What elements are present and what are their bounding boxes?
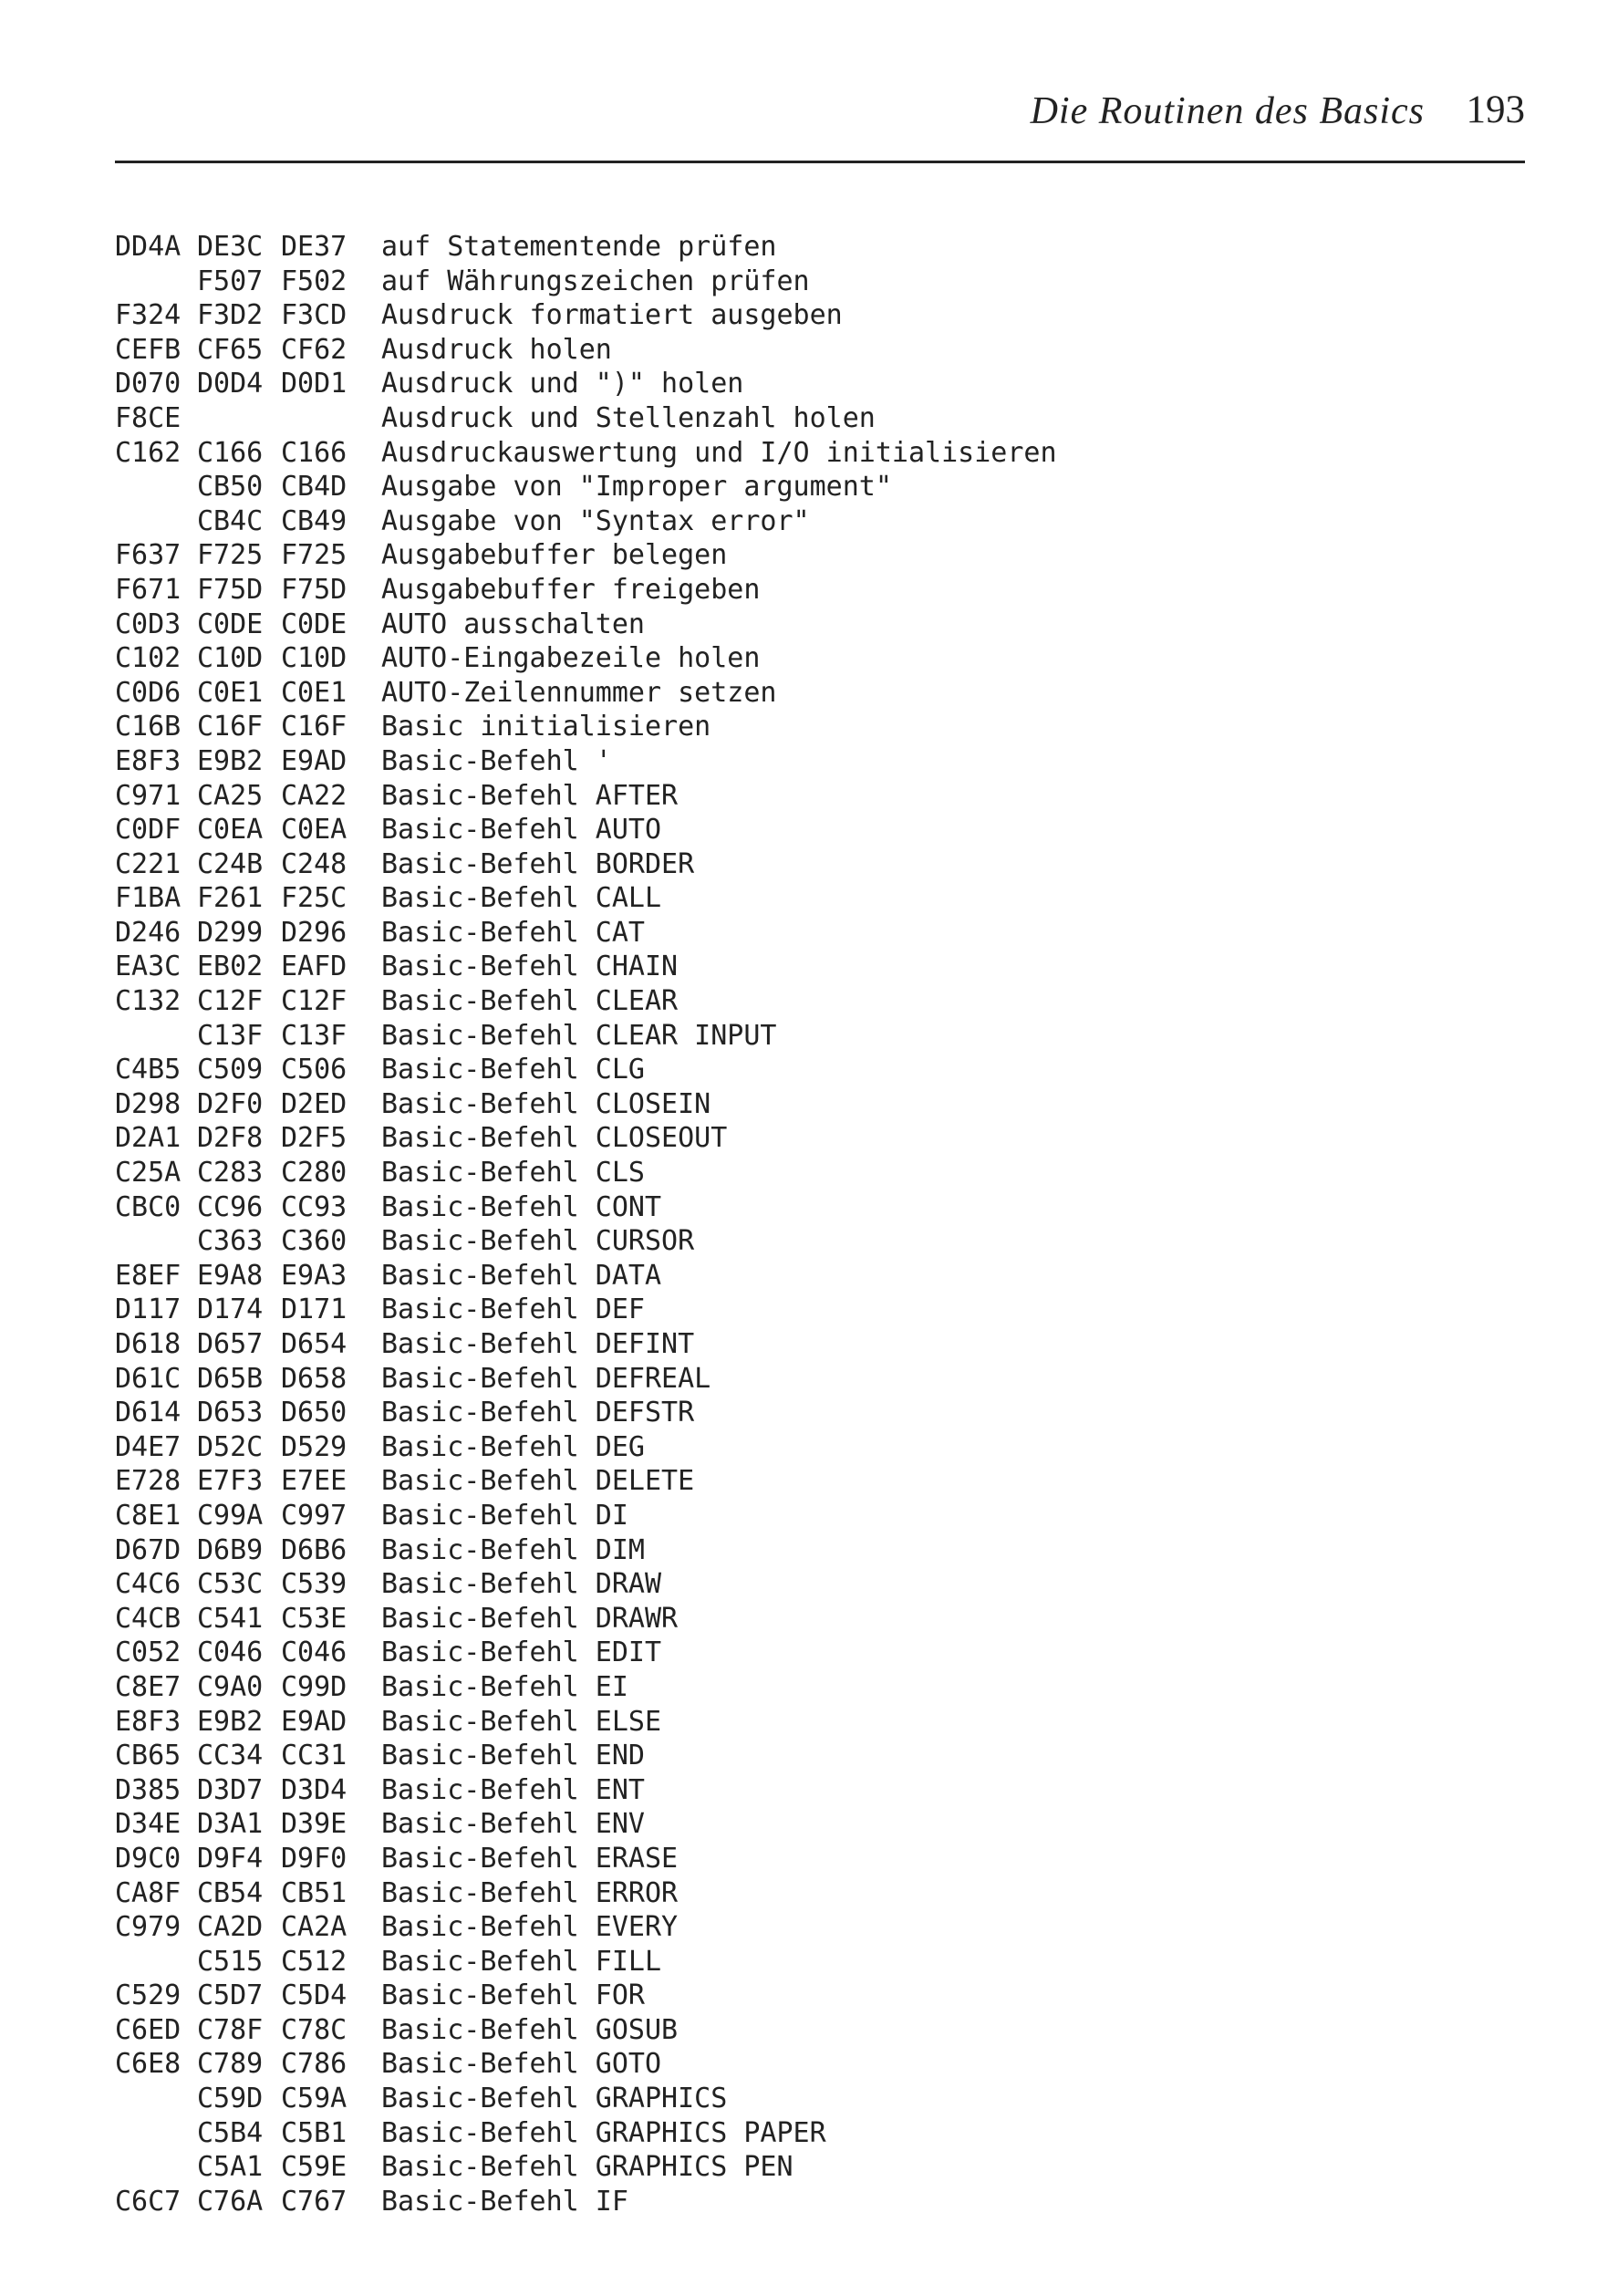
address-col-1: EA3C: [115, 951, 182, 983]
address-col-1: D614: [115, 1397, 182, 1429]
address-col-3: C248: [281, 847, 347, 880]
routine-description: Ausdruck formatiert ausgeben: [381, 299, 843, 332]
address-col-1: E8F3: [115, 744, 182, 777]
address-col-3: F25C: [281, 882, 347, 915]
address-col-2: C9A0: [197, 1670, 264, 1703]
routine-description: Basic-Befehl DEF: [381, 1293, 645, 1326]
address-col-1: DD4A: [115, 231, 182, 263]
address-col-3: D296: [281, 916, 347, 949]
address-col-1: C052: [115, 1636, 182, 1669]
address-col-3: C13F: [281, 1019, 347, 1052]
address-col-1: E8F3: [115, 1705, 182, 1738]
address-col-2: C363: [197, 1225, 264, 1258]
listing-row: [115, 1739, 1392, 1773]
address-col-2: D9F4: [197, 1842, 264, 1875]
address-col-2: F75D: [197, 573, 264, 606]
routine-description: Basic-Befehl ERASE: [381, 1842, 679, 1875]
address-col-1: D117: [115, 1293, 182, 1326]
address-col-2: CB4C: [197, 504, 264, 537]
address-col-2: C0DE: [197, 608, 264, 640]
address-col-2: C59D: [197, 2083, 264, 2115]
listing-row: [115, 1910, 1392, 1945]
listing-row: [115, 608, 1392, 642]
routine-description: Basic-Befehl GOSUB: [381, 2013, 679, 2046]
address-col-1: F637: [115, 539, 182, 572]
address-col-1: C0DF: [115, 814, 182, 847]
address-col-1: C4B5: [115, 1054, 182, 1086]
address-col-3: D9F0: [281, 1842, 347, 1875]
listing-row: [115, 1293, 1392, 1327]
routine-description: Basic-Befehl ENT: [381, 1773, 645, 1806]
address-col-2: C10D: [197, 642, 264, 675]
address-col-3: D529: [281, 1430, 347, 1463]
address-col-1: C25A: [115, 1157, 182, 1190]
address-col-1: F8CE: [115, 401, 182, 434]
listing-row: [115, 2013, 1392, 2048]
address-col-1: C16B: [115, 711, 182, 743]
listing-row: [115, 641, 1392, 676]
address-col-3: C5D4: [281, 1979, 347, 2012]
routine-description: Ausgabebuffer freigeben: [381, 573, 761, 606]
address-col-1: C102: [115, 642, 182, 675]
address-col-2: F725: [197, 539, 264, 572]
address-col-1: D2A1: [115, 1122, 182, 1155]
address-col-1: C221: [115, 847, 182, 880]
address-col-3: D2ED: [281, 1087, 347, 1120]
listing-row: [115, 744, 1392, 779]
routine-description: Ausdruckauswertung und I/O initialisieren: [381, 436, 1057, 469]
address-col-3: F3CD: [281, 299, 347, 332]
address-col-1: F324: [115, 299, 182, 332]
address-col-3: CA22: [281, 779, 347, 812]
address-col-1: F671: [115, 573, 182, 606]
address-col-2: C541: [197, 1602, 264, 1635]
routine-description: Basic-Befehl DATA: [381, 1259, 662, 1292]
address-col-3: C5B1: [281, 2116, 347, 2149]
address-col-1: E8EF: [115, 1259, 182, 1292]
routine-description: Basic-Befehl DELETE: [381, 1465, 695, 1498]
address-col-2: D65B: [197, 1362, 264, 1395]
address-col-2: D6B9: [197, 1533, 264, 1566]
address-col-3: C12F: [281, 985, 347, 1018]
address-col-2: C53C: [197, 1568, 264, 1601]
address-col-3: C10D: [281, 642, 347, 675]
address-col-3: CB49: [281, 504, 347, 537]
address-col-3: F502: [281, 265, 347, 297]
address-col-2: EB02: [197, 951, 264, 983]
address-col-3: C767: [281, 2185, 347, 2218]
routine-description: Basic-Befehl GRAPHICS PEN: [381, 2151, 793, 2184]
listing-row: [115, 1362, 1392, 1397]
address-col-2: C99A: [197, 1499, 264, 1532]
address-col-2: D2F0: [197, 1087, 264, 1120]
address-col-1: D385: [115, 1773, 182, 1806]
address-col-3: D171: [281, 1293, 347, 1326]
address-col-3: C0EA: [281, 814, 347, 847]
address-col-3: D658: [281, 1362, 347, 1395]
address-col-1: C6ED: [115, 2013, 182, 2046]
address-col-3: CC31: [281, 1740, 347, 1772]
listing-row: [115, 504, 1392, 539]
address-col-2: CC34: [197, 1740, 264, 1772]
address-col-1: CBC0: [115, 1190, 182, 1223]
routine-description: Basic-Befehl GRAPHICS: [381, 2083, 728, 2115]
address-col-1: CB65: [115, 1740, 182, 1772]
address-col-2: DE3C: [197, 231, 264, 263]
address-col-2: F507: [197, 265, 264, 297]
routine-description: auf Statementende prüfen: [381, 231, 777, 263]
routine-description: Basic-Befehl CLEAR INPUT: [381, 1019, 777, 1052]
listing-row: [115, 950, 1392, 984]
routine-description: Basic-Befehl DEFREAL: [381, 1362, 711, 1395]
address-col-1: D61C: [115, 1362, 182, 1395]
address-col-3: D650: [281, 1397, 347, 1429]
routine-address-listing: [115, 230, 1392, 2218]
address-col-3: C59A: [281, 2083, 347, 2115]
routine-description: Ausgabebuffer belegen: [381, 539, 728, 572]
address-col-2: D3A1: [197, 1808, 264, 1841]
address-col-1: C8E1: [115, 1499, 182, 1532]
routine-description: Basic-Befehl DRAW: [381, 1568, 662, 1601]
routine-description: Ausdruck holen: [381, 333, 612, 366]
address-col-3: C512: [281, 1945, 347, 1978]
listing-row: [115, 847, 1392, 882]
address-col-2: F261: [197, 882, 264, 915]
address-col-2: C789: [197, 2048, 264, 2081]
address-col-1: C6C7: [115, 2185, 182, 2218]
address-col-1: C8E7: [115, 1670, 182, 1703]
address-col-3: E9AD: [281, 744, 347, 777]
listing-row: [115, 779, 1392, 814]
listing-row: [115, 573, 1392, 608]
address-col-3: C53E: [281, 1602, 347, 1635]
address-col-2: C78F: [197, 2013, 264, 2046]
address-col-2: E9B2: [197, 1705, 264, 1738]
routine-description: Basic-Befehl DRAWR: [381, 1602, 679, 1635]
listing-row: [115, 1019, 1392, 1054]
address-col-3: DE37: [281, 231, 347, 263]
address-col-2: C5B4: [197, 2116, 264, 2149]
routine-description: Basic-Befehl CURSOR: [381, 1225, 695, 1258]
address-col-3: F725: [281, 539, 347, 572]
listing-row: [115, 1121, 1392, 1156]
address-col-3: E9AD: [281, 1705, 347, 1738]
address-col-2: C166: [197, 436, 264, 469]
routine-description: Basic-Befehl CLOSEOUT: [381, 1122, 728, 1155]
routine-description: Basic-Befehl BORDER: [381, 847, 695, 880]
listing-row: [115, 2047, 1392, 2082]
listing-row: [115, 2116, 1392, 2151]
address-col-1: D298: [115, 1087, 182, 1120]
listing-row: [115, 436, 1392, 471]
routine-description: Basic-Befehl DIM: [381, 1533, 645, 1566]
routine-description: auf Währungszeichen prüfen: [381, 265, 810, 297]
listing-row: [115, 2185, 1392, 2219]
routine-description: Basic-Befehl DI: [381, 1499, 628, 1532]
address-col-1: E728: [115, 1465, 182, 1498]
address-col-2: CA25: [197, 779, 264, 812]
address-col-3: CC93: [281, 1190, 347, 1223]
address-col-3: E9A3: [281, 1259, 347, 1292]
running-title: Die Routinen des Basics: [1030, 90, 1425, 132]
address-col-3: C046: [281, 1636, 347, 1669]
routine-description: Basic-Befehl CLS: [381, 1157, 645, 1190]
address-col-1: C529: [115, 1979, 182, 2012]
listing-row: [115, 1087, 1392, 1122]
listing-row: [115, 1773, 1392, 1808]
address-col-2: C76A: [197, 2185, 264, 2218]
address-col-3: CF62: [281, 333, 347, 366]
listing-row: [115, 916, 1392, 951]
listing-row: [115, 813, 1392, 847]
address-col-3: D654: [281, 1328, 347, 1360]
routine-description: Basic-Befehl ERROR: [381, 1876, 679, 1909]
routine-description: Basic-Befehl AFTER: [381, 779, 679, 812]
listing-row: [115, 1602, 1392, 1636]
address-col-1: C132: [115, 985, 182, 1018]
address-col-3: EAFD: [281, 951, 347, 983]
listing-row: [115, 538, 1392, 573]
routine-description: AUTO-Eingabezeile holen: [381, 642, 761, 675]
address-col-2: C12F: [197, 985, 264, 1018]
address-col-3: C78C: [281, 2013, 347, 2046]
address-col-3: D3D4: [281, 1773, 347, 1806]
address-col-1: D34E: [115, 1808, 182, 1841]
listing-row: [115, 1705, 1392, 1740]
address-col-1: D618: [115, 1328, 182, 1360]
page-header: [115, 84, 1525, 163]
address-col-3: D39E: [281, 1808, 347, 1841]
address-col-3: CA2A: [281, 1911, 347, 1944]
listing-row: [115, 1670, 1392, 1705]
routine-description: Ausdruck und ")" holen: [381, 368, 744, 400]
listing-row: [115, 1327, 1392, 1362]
address-col-2: D2F8: [197, 1122, 264, 1155]
address-col-1: C0D6: [115, 676, 182, 709]
address-col-2: CB50: [197, 471, 264, 504]
routine-description: Basic-Befehl GRAPHICS PAPER: [381, 2116, 826, 2149]
listing-row: [115, 265, 1392, 299]
address-col-3: D0D1: [281, 368, 347, 400]
address-col-3: C0E1: [281, 676, 347, 709]
address-col-2: D299: [197, 916, 264, 949]
address-col-3: F75D: [281, 573, 347, 606]
address-col-3: D2F5: [281, 1122, 347, 1155]
address-col-3: C539: [281, 1568, 347, 1601]
address-col-1: C162: [115, 436, 182, 469]
address-col-2: E9A8: [197, 1259, 264, 1292]
address-col-2: CF65: [197, 333, 264, 366]
address-col-2: C046: [197, 1636, 264, 1669]
routine-description: Basic-Befehl EVERY: [381, 1911, 679, 1944]
address-col-2: C509: [197, 1054, 264, 1086]
listing-row: [115, 1430, 1392, 1465]
listing-row: [115, 1259, 1392, 1293]
address-col-3: C16F: [281, 711, 347, 743]
address-col-3: C280: [281, 1157, 347, 1190]
address-col-2: D653: [197, 1397, 264, 1429]
listing-row: [115, 881, 1392, 916]
routine-description: Ausdruck und Stellenzahl holen: [381, 401, 876, 434]
routine-description: Basic-Befehl CLEAR: [381, 985, 679, 1018]
listing-row: [115, 1807, 1392, 1842]
listing-row: [115, 1464, 1392, 1499]
listing-row: [115, 1533, 1392, 1568]
routine-description: Basic-Befehl DEFINT: [381, 1328, 695, 1360]
address-col-1: D67D: [115, 1533, 182, 1566]
address-col-2: C5D7: [197, 1979, 264, 2012]
routine-description: AUTO-Zeilennummer setzen: [381, 676, 777, 709]
listing-row: [115, 230, 1392, 265]
address-col-2: D0D4: [197, 368, 264, 400]
address-col-1: CA8F: [115, 1876, 182, 1909]
routine-description: Basic-Befehl CAT: [381, 916, 645, 949]
address-col-2: F3D2: [197, 299, 264, 332]
address-col-2: CC96: [197, 1190, 264, 1223]
routine-description: Basic-Befehl CLOSEIN: [381, 1087, 711, 1120]
address-col-2: C24B: [197, 847, 264, 880]
address-col-1: F1BA: [115, 882, 182, 915]
routine-description: Basic-Befehl CLG: [381, 1054, 645, 1086]
routine-description: Basic initialisieren: [381, 711, 711, 743]
address-col-2: D657: [197, 1328, 264, 1360]
address-col-2: C13F: [197, 1019, 264, 1052]
listing-row: [115, 2150, 1392, 2185]
listing-row: [115, 1876, 1392, 1911]
listing-row: [115, 1053, 1392, 1087]
routine-description: AUTO ausschalten: [381, 608, 645, 640]
address-col-1: C0D3: [115, 608, 182, 640]
listing-row: [115, 984, 1392, 1019]
address-col-2: C16F: [197, 711, 264, 743]
routine-description: Basic-Befehl CONT: [381, 1190, 662, 1223]
address-col-1: CEFB: [115, 333, 182, 366]
routine-description: Basic-Befehl CALL: [381, 882, 662, 915]
listing-row: [115, 401, 1392, 436]
routine-description: Basic-Befehl ENV: [381, 1808, 645, 1841]
address-col-3: C99D: [281, 1670, 347, 1703]
routine-description: Basic-Befehl DEG: [381, 1430, 645, 1463]
address-col-1: D070: [115, 368, 182, 400]
routine-description: Basic-Befehl FOR: [381, 1979, 645, 2012]
routine-description: Basic-Befehl ': [381, 744, 612, 777]
address-col-3: C997: [281, 1499, 347, 1532]
routine-description: Basic-Befehl AUTO: [381, 814, 662, 847]
routine-description: Basic-Befehl EDIT: [381, 1636, 662, 1669]
address-col-2: E7F3: [197, 1465, 264, 1498]
listing-row: [115, 710, 1392, 744]
routine-description: Basic-Befehl EI: [381, 1670, 628, 1703]
address-col-1: C4CB: [115, 1602, 182, 1635]
address-col-2: D174: [197, 1293, 264, 1326]
address-col-2: CA2D: [197, 1911, 264, 1944]
routine-description: Ausgabe von "Syntax error": [381, 504, 810, 537]
routine-description: Ausgabe von "Improper argument": [381, 471, 892, 504]
address-col-3: D6B6: [281, 1533, 347, 1566]
listing-row: [115, 676, 1392, 711]
listing-row: [115, 1979, 1392, 2013]
routine-description: Basic-Befehl END: [381, 1740, 645, 1772]
address-col-3: CB4D: [281, 471, 347, 504]
listing-row: [115, 1567, 1392, 1602]
listing-row: [115, 1842, 1392, 1876]
address-col-1: C6E8: [115, 2048, 182, 2081]
address-col-3: C506: [281, 1054, 347, 1086]
address-col-2: C0E1: [197, 676, 264, 709]
address-col-2: C0EA: [197, 814, 264, 847]
listing-row: [115, 1945, 1392, 1979]
listing-row: [115, 1190, 1392, 1225]
address-col-1: C4C6: [115, 1568, 182, 1601]
page-number: 193: [1466, 88, 1525, 131]
address-col-3: C166: [281, 436, 347, 469]
address-col-1: D9C0: [115, 1842, 182, 1875]
listing-row: [115, 333, 1392, 368]
address-col-2: E9B2: [197, 744, 264, 777]
listing-row: [115, 470, 1392, 504]
routine-description: Basic-Befehl GOTO: [381, 2048, 662, 2081]
routine-description: Basic-Befehl FILL: [381, 1945, 662, 1978]
address-col-3: C59E: [281, 2151, 347, 2184]
address-col-2: C515: [197, 1945, 264, 1978]
listing-row: [115, 1499, 1392, 1533]
address-col-2: D52C: [197, 1430, 264, 1463]
address-col-2: D3D7: [197, 1773, 264, 1806]
listing-row: [115, 1224, 1392, 1259]
address-col-3: C360: [281, 1225, 347, 1258]
address-col-3: C0DE: [281, 608, 347, 640]
address-col-3: C786: [281, 2048, 347, 2081]
address-col-1: D246: [115, 916, 182, 949]
routine-description: Basic-Befehl DEFSTR: [381, 1397, 695, 1429]
listing-row: [115, 298, 1392, 333]
address-col-2: CB54: [197, 1876, 264, 1909]
address-col-3: E7EE: [281, 1465, 347, 1498]
routine-description: Basic-Befehl ELSE: [381, 1705, 662, 1738]
routine-description: Basic-Befehl CHAIN: [381, 951, 679, 983]
address-col-1: C971: [115, 779, 182, 812]
listing-row: [115, 1636, 1392, 1670]
routine-description: Basic-Befehl IF: [381, 2185, 628, 2218]
address-col-2: C283: [197, 1157, 264, 1190]
listing-row: [115, 2082, 1392, 2116]
address-col-2: C5A1: [197, 2151, 264, 2184]
address-col-1: C979: [115, 1911, 182, 1944]
address-col-1: D4E7: [115, 1430, 182, 1463]
address-col-3: CB51: [281, 1876, 347, 1909]
listing-row: [115, 1156, 1392, 1190]
listing-row: [115, 367, 1392, 401]
listing-row: [115, 1396, 1392, 1430]
